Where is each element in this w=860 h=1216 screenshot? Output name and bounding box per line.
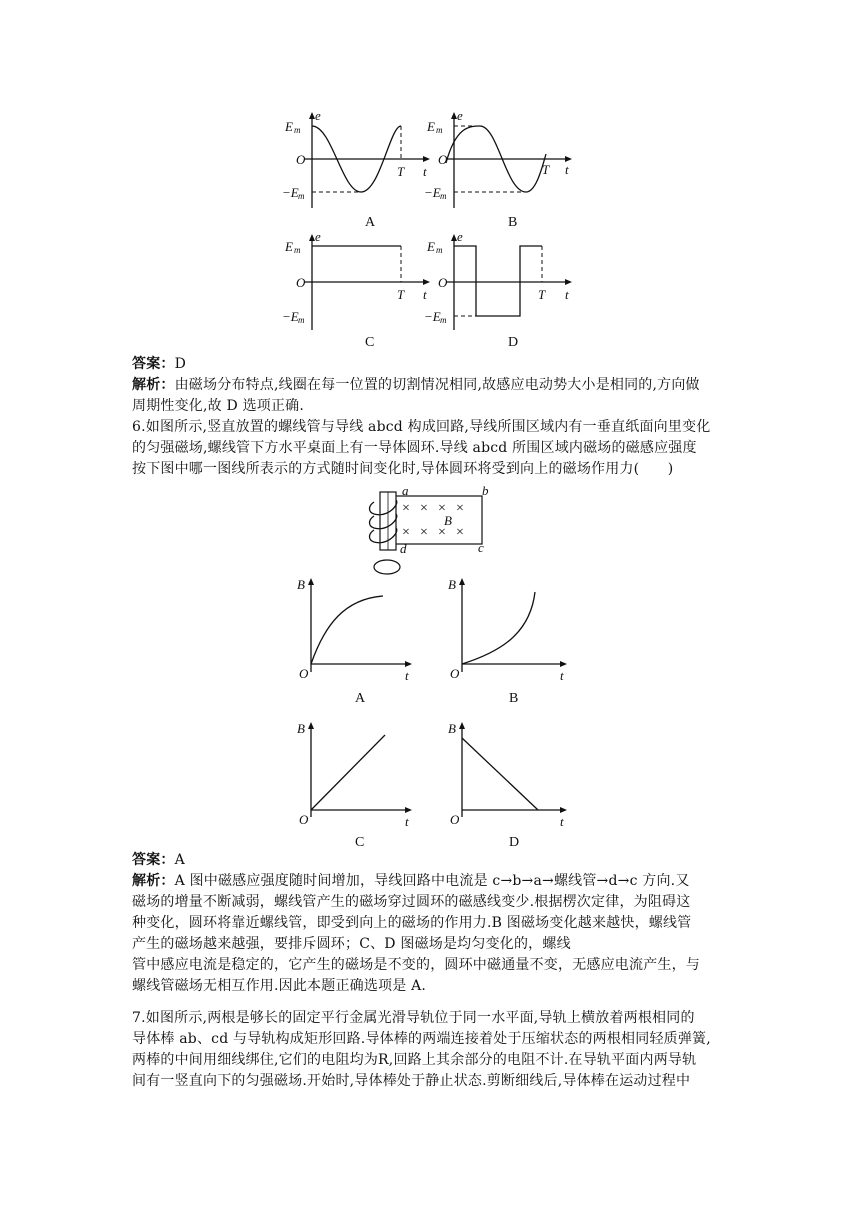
svg-text:T: T — [542, 162, 550, 177]
em-label: E — [285, 119, 293, 134]
svg-text:a: a — [402, 483, 409, 498]
svg-text:E: E — [427, 239, 435, 254]
svg-text:O: O — [299, 812, 309, 827]
caption-c: C — [355, 835, 365, 850]
caption-a: A — [365, 215, 376, 230]
figure-b-t-graphs — [285, 574, 585, 850]
svg-text:e: e — [315, 229, 321, 244]
svg-text:t: t — [405, 668, 409, 683]
graph-e-b — [424, 108, 572, 230]
answer-label: 答案： — [132, 356, 175, 372]
origin-label: O — [296, 152, 306, 167]
analysis-text: 管中感应电流是稳定的，它产生的磁场是不变的，圆环中磁通量不变，无感应电流产生，与 — [132, 957, 700, 973]
svg-text:−E: −E — [282, 309, 299, 324]
svg-text:m: m — [294, 245, 301, 255]
question-text: 6.如图所示,竖直放置的螺线管与导线 abcd 构成回路,导线所围区域内有一垂直纸面向里变化 — [132, 419, 711, 435]
e-axis-label: e — [315, 108, 321, 123]
svg-text:B: B — [448, 721, 456, 736]
answer-value: D — [174, 356, 187, 372]
question-text: 7.如图所示,两根是够长的固定平行金属光滑导轨位于同一水平面,导轨上横放着两根相同的 — [132, 1010, 695, 1026]
svg-text:O: O — [450, 812, 460, 827]
svg-text:B: B — [297, 577, 305, 592]
svg-text:B: B — [297, 721, 305, 736]
t-axis-label: t — [423, 164, 427, 179]
svg-text:c: c — [478, 540, 484, 555]
analysis-text: 磁场的增量不断减弱，螺线管产生的磁场穿过圆环的磁感线变少.根据楞次定律，为阻碍这 — [132, 894, 691, 910]
svg-text:−E: −E — [424, 309, 441, 324]
graph-b-d — [448, 721, 567, 850]
question-text: 导体棒 ab、cd 与导轨构成矩形回路.导体棒的两端连接着处于压缩状态的两根相同轻质弹簧, — [132, 1031, 711, 1047]
analysis-text: 周期性变化,故 D 选项正确. — [132, 398, 305, 414]
svg-text:O: O — [299, 666, 309, 681]
graph-b-b — [448, 577, 567, 706]
svg-text:m: m — [440, 191, 447, 201]
svg-text:e: e — [457, 108, 463, 123]
graph-e-d — [424, 229, 572, 350]
svg-text:×: × — [438, 525, 446, 540]
analysis-label: 解析： — [132, 873, 175, 889]
svg-text:t: t — [560, 814, 564, 829]
svg-text:t: t — [565, 287, 569, 302]
caption-d: D — [508, 335, 519, 350]
svg-text:T: T — [397, 287, 405, 302]
svg-text:m: m — [440, 315, 447, 325]
svg-text:×: × — [402, 525, 410, 540]
analysis-text: 产生的磁场越来越强，要排斥圆环；C、D 图磁场是均匀变化的，螺线 — [132, 936, 571, 952]
svg-text:O: O — [450, 666, 460, 681]
svg-text:×: × — [438, 501, 446, 516]
svg-text:−E: −E — [424, 185, 441, 200]
svg-text:m: m — [298, 191, 305, 201]
caption-b: B — [509, 691, 519, 706]
analysis-label: 解析： — [132, 377, 175, 393]
conductor-ring — [374, 560, 400, 574]
question-text: 间有一竖直向下的匀强磁场.开始时,导体棒处于静止状态.剪断细线后,导体棒在运动过程中 — [132, 1073, 691, 1089]
caption-d: D — [509, 835, 520, 850]
caption-a: A — [355, 691, 366, 706]
svg-text:×: × — [420, 525, 428, 540]
q5-answer-block — [132, 354, 736, 417]
graph-b-c — [297, 721, 412, 850]
answer-label: 答案： — [132, 852, 175, 868]
svg-text:d: d — [400, 541, 407, 556]
graph-e-c — [282, 229, 430, 350]
svg-text:t: t — [405, 814, 409, 829]
question-text: 的匀强磁场,螺线管下方水平桌面上有一导体圆环.导线 abcd 所围区域内磁场的磁感应强度 — [132, 440, 697, 456]
svg-text:O: O — [438, 275, 448, 290]
svg-text:m: m — [294, 125, 301, 135]
caption-b: B — [508, 215, 518, 230]
q6-stem — [132, 417, 736, 480]
svg-text:t: t — [423, 287, 427, 302]
svg-text:E: E — [427, 119, 435, 134]
analysis-text: 种变化，圆环将靠近螺线管，即受到向上的磁场的作用力.B 图磁场变化越来越快，螺线管 — [132, 915, 692, 931]
figure-e-t-graphs — [280, 108, 590, 353]
svg-text:×: × — [456, 501, 464, 516]
analysis-text: A 图中磁感应强度随时间增加，导线回路中电流是 c→b→a→螺线管→d→c 方向.又 — [174, 873, 690, 889]
svg-text:b: b — [482, 483, 489, 498]
q7-stem — [132, 1008, 736, 1092]
svg-text:T: T — [538, 287, 546, 302]
question-text: 两棒的中间用细线绑住,它们的电阻均为R,回路上其余部分的电阻不计.在导轨平面内两导轨 — [132, 1052, 697, 1068]
svg-text:t: t — [560, 668, 564, 683]
analysis-text: 螺线管磁场无相互作用.因此本题正确选项是 A. — [132, 978, 427, 994]
svg-text:B: B — [448, 577, 456, 592]
neg-em-label: −E — [282, 185, 299, 200]
svg-text:B: B — [444, 513, 452, 528]
svg-text:O: O — [296, 275, 306, 290]
svg-text:m: m — [436, 125, 443, 135]
answer-value: A — [174, 852, 185, 868]
figure-solenoid-circuit — [360, 484, 500, 584]
q6-answer-block — [132, 850, 736, 997]
svg-text:t: t — [565, 162, 569, 177]
question-text: 按下图中哪一图线所表示的方式随时间变化时,导体圆环将受到向上的磁场作用力( ) — [132, 461, 674, 477]
svg-text:×: × — [456, 525, 464, 540]
svg-text:O: O — [438, 152, 448, 167]
graph-e-a — [282, 108, 430, 230]
svg-text:m: m — [298, 315, 305, 325]
svg-text:e: e — [457, 229, 463, 244]
svg-text:×: × — [402, 501, 410, 516]
caption-c: C — [365, 335, 375, 350]
analysis-text: 由磁场分布特点,线圈在每一位置的切割情况相同,故感应电动势大小是相同的,方向做 — [174, 377, 700, 393]
svg-text:m: m — [436, 245, 443, 255]
svg-text:E: E — [285, 239, 293, 254]
svg-text:×: × — [420, 501, 428, 516]
period-label: T — [397, 164, 405, 179]
graph-b-a — [297, 577, 412, 706]
